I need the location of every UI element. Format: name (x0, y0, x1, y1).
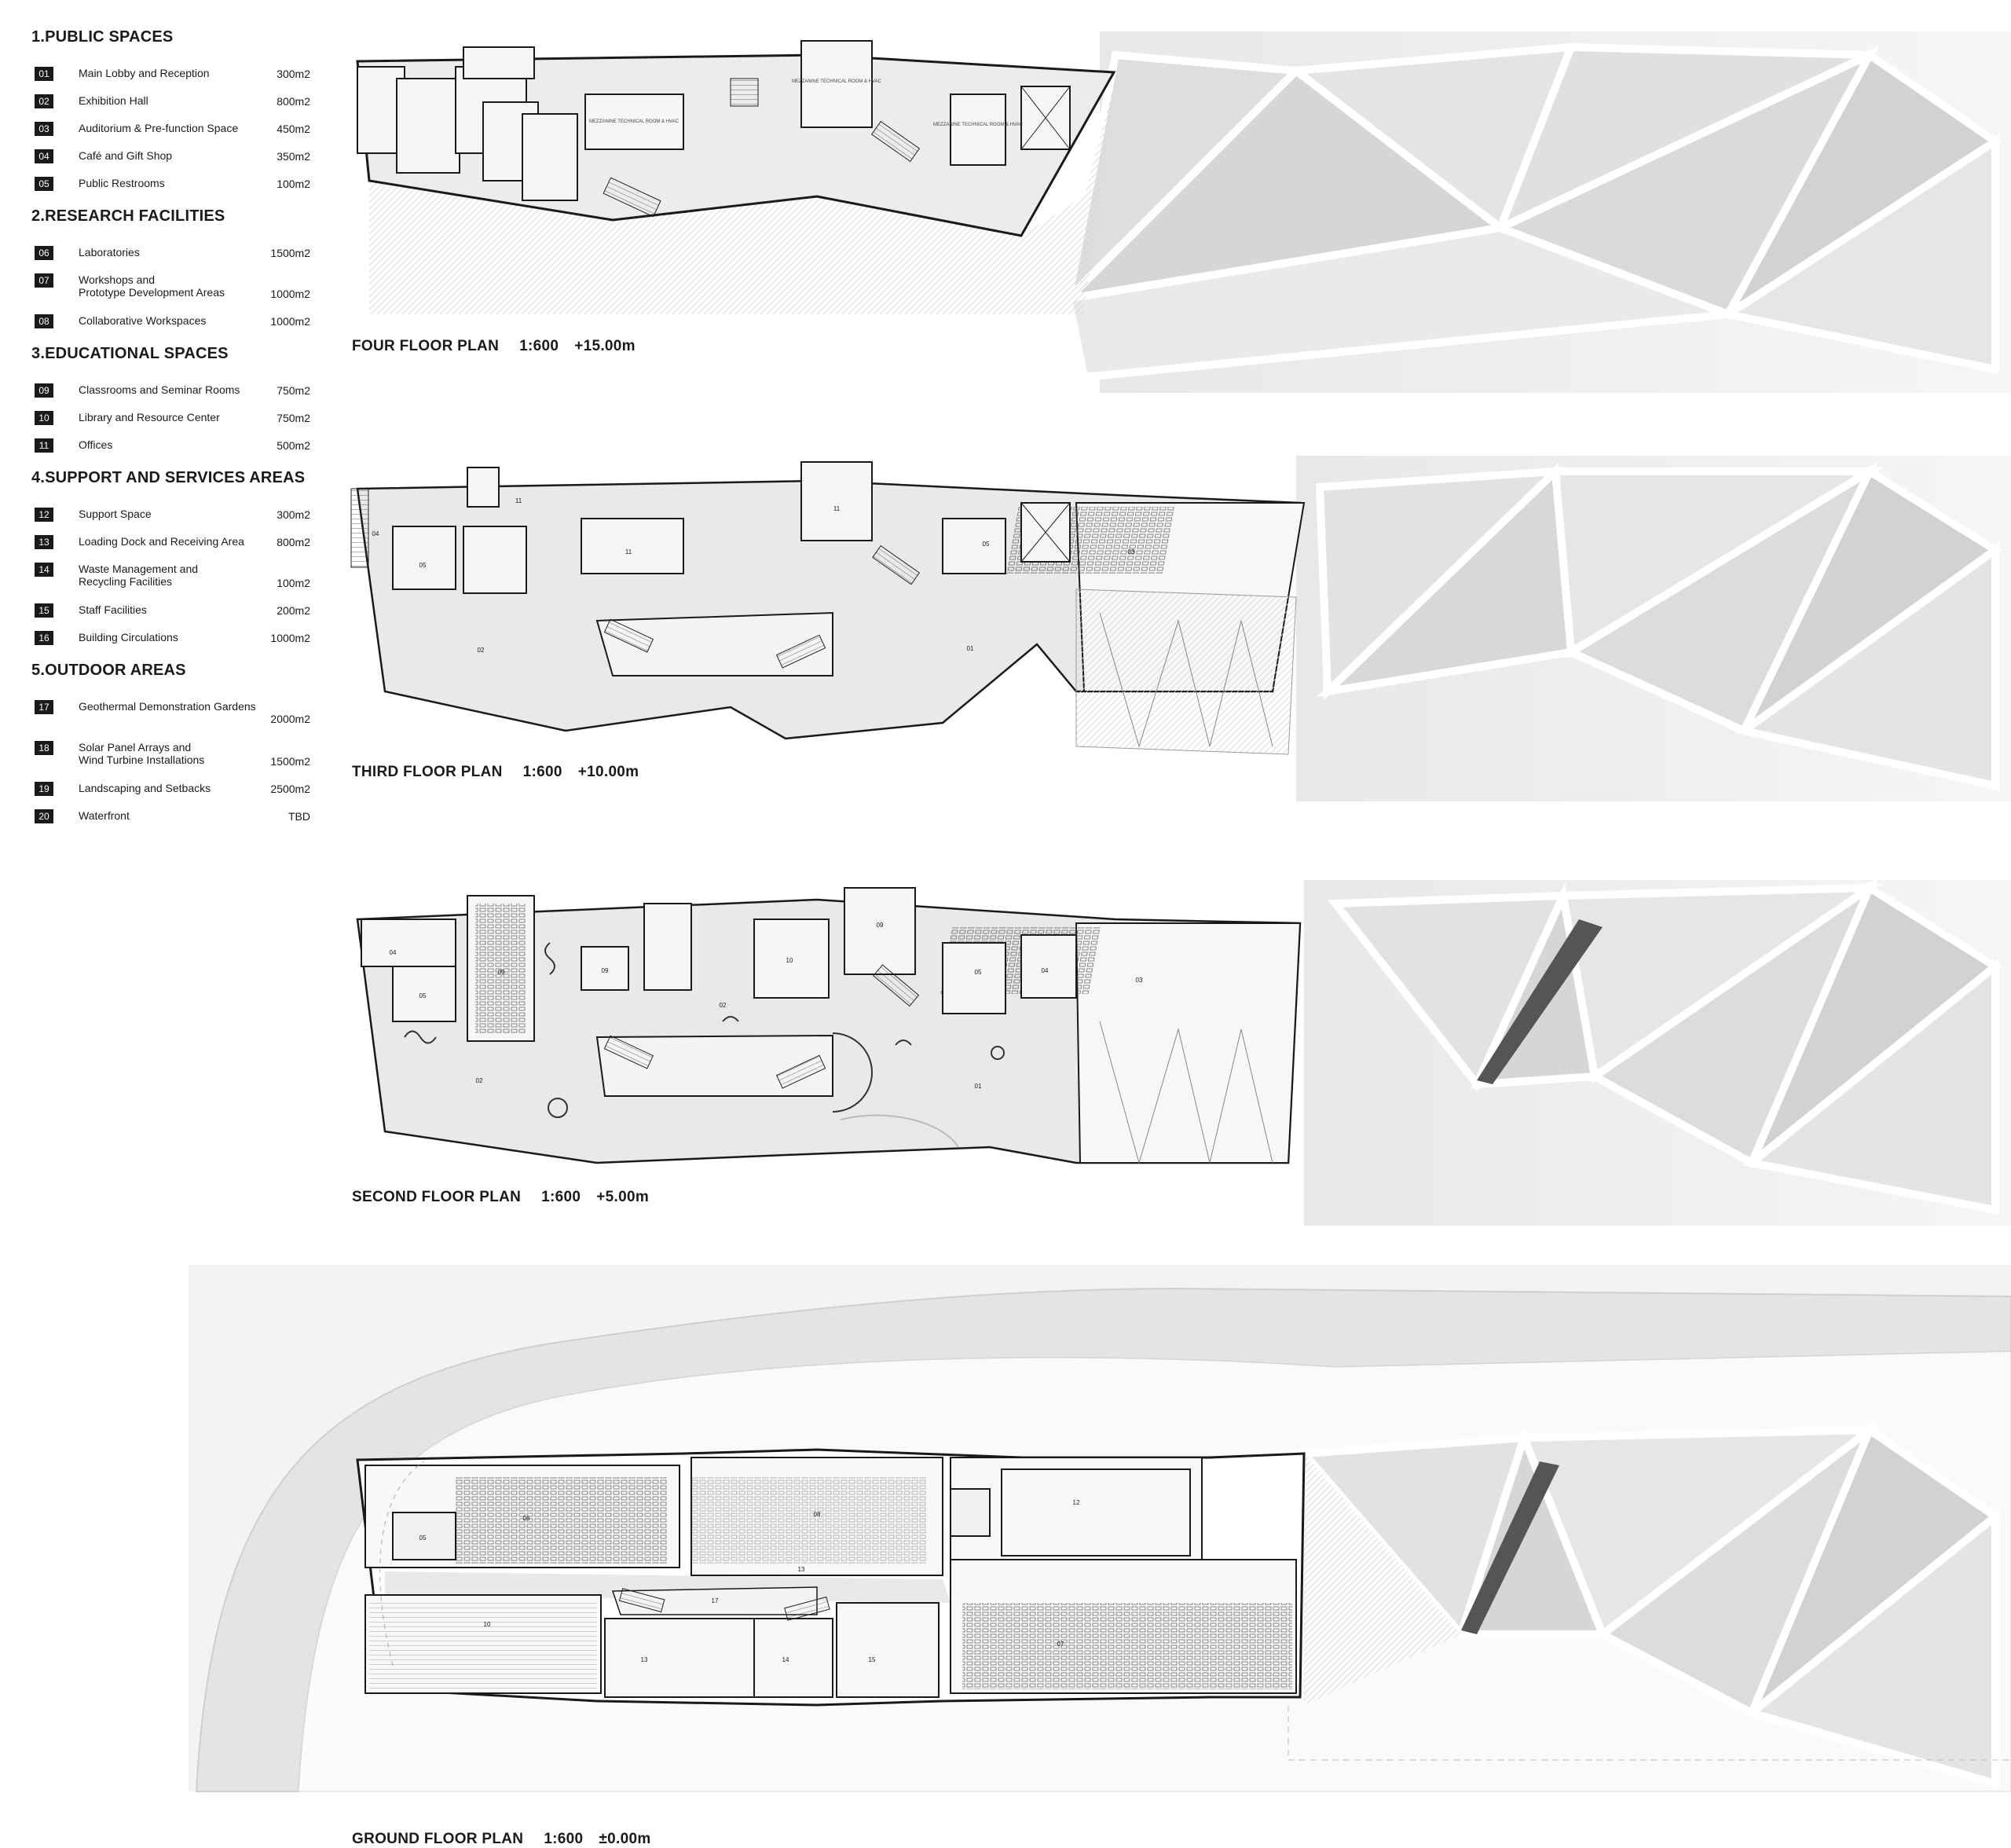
ground-room-tag: 07 (1057, 1641, 1064, 1648)
legend-area: 200m2 (277, 604, 310, 617)
second-room-tag: 01 (974, 1083, 982, 1090)
legend-row (31, 91, 314, 119)
legend-area: 1000m2 (270, 315, 310, 328)
legend-area: 350m2 (277, 150, 310, 163)
third-room-tag: 02 (477, 647, 485, 654)
second-roof-structure (1304, 880, 2011, 1226)
ground-floor-plan (189, 1265, 2011, 1791)
third-floor-title (352, 764, 639, 781)
legend-area: 1500m2 (270, 247, 310, 259)
legend-row (31, 270, 314, 311)
second-floor-title (352, 1189, 649, 1206)
lab-benches (456, 1477, 668, 1564)
third-roof-structure (1296, 456, 2011, 801)
legend-number: 19 (35, 782, 53, 796)
second-room-tag: 03 (1135, 977, 1143, 984)
legend-number: 13 (35, 535, 53, 549)
third-room-tag: 04 (372, 530, 379, 537)
legend-name: Solar Panel Arrays and Wind Turbine Installations (79, 741, 205, 766)
legend-section-research (31, 207, 314, 339)
plan-level: +15.00m (574, 338, 636, 354)
legend-area: 100m2 (277, 178, 310, 190)
legend-name: Staff Facilities (79, 603, 147, 616)
plan-label: THIRD FLOOR PLAN (352, 764, 503, 780)
legend-row (31, 380, 314, 408)
legend-area: 1000m2 (270, 632, 310, 644)
plan-scale: 1:600 (541, 1189, 581, 1205)
legend-number: 14 (35, 563, 53, 577)
legend-number: 04 (35, 149, 53, 163)
third-room-tag: 11 (515, 497, 522, 504)
legend-number: 08 (35, 314, 53, 328)
plan-label: FOUR FLOOR PLAN (352, 338, 500, 354)
fourth-room-tag: MEZZANINE TECHNICAL ROOM & HVAC (589, 119, 679, 124)
plan-scale: 1:600 (522, 764, 562, 780)
fourth-room-tag: MEZZANINE TECHNICAL ROOM & HVAC (933, 123, 1023, 127)
legend-number: 12 (35, 508, 53, 522)
legend-row (31, 806, 314, 834)
legend-area: 750m2 (277, 384, 310, 397)
program-legend (31, 28, 314, 840)
legend-name: Public Restrooms (79, 177, 165, 189)
legend-name: Main Lobby and Reception (79, 67, 210, 79)
fourth-roof-structure (1068, 31, 2011, 393)
legend-area: 750m2 (277, 412, 310, 424)
legend-row (31, 119, 314, 146)
legend-name: Landscaping and Setbacks (79, 782, 211, 794)
second-room-tag: 09 (876, 922, 884, 929)
legend-number: 16 (35, 631, 53, 645)
legend-row (31, 243, 314, 270)
legend-row (31, 697, 314, 738)
ground-room-tag: 05 (419, 1534, 427, 1542)
legend-number: 07 (35, 273, 53, 288)
second-room-tag: 02 (475, 1077, 483, 1084)
legend-area: TBD (288, 810, 310, 823)
ground-room-tag: 15 (868, 1656, 876, 1663)
ground-room-tag: 08 (813, 1511, 821, 1518)
legend-name: Offices (79, 438, 113, 451)
second-room-tag: 04 (389, 949, 397, 956)
legend-row (31, 600, 314, 628)
legend-number: 10 (35, 411, 53, 425)
legend-number: 02 (35, 94, 53, 108)
stair-icon (351, 489, 368, 567)
legend-number: 17 (35, 700, 53, 714)
workshop-desks (962, 1603, 1292, 1689)
fourth-floor-title (352, 338, 636, 355)
second-room-tag: 02 (719, 1002, 727, 1009)
fourth-room-tag: MEZZANINE TECHNICAL ROOM & HVAC (792, 79, 881, 84)
legend-number: 01 (35, 67, 53, 81)
legend-name: Auditorium & Pre-function Space (79, 122, 239, 134)
legend-number: 20 (35, 809, 53, 823)
second-room-tag: 09 (497, 969, 505, 976)
second-room-tag: 04 (1041, 967, 1049, 974)
legend-name: Loading Dock and Receiving Area (79, 535, 244, 548)
legend-area: 800m2 (277, 536, 310, 548)
legend-row (31, 628, 314, 655)
ground-room-tag: 14 (782, 1656, 789, 1663)
legend-number: 03 (35, 122, 53, 136)
legend-number: 05 (35, 177, 53, 191)
legend-section-public (31, 28, 314, 201)
legend-row (31, 504, 314, 532)
legend-area: 2500m2 (270, 783, 310, 795)
ground-room-tag: 17 (711, 1597, 719, 1604)
legend-row (31, 311, 314, 339)
plan-label: GROUND FLOOR PLAN (352, 1831, 524, 1847)
legend-name: Waterfront (79, 809, 130, 822)
legend-number: 15 (35, 603, 53, 618)
legend-name: Classrooms and Seminar Rooms (79, 383, 240, 396)
legend-row (31, 559, 314, 600)
ground-room-tag: 10 (483, 1621, 491, 1628)
third-room-tag: 11 (625, 548, 632, 556)
legend-name: Laboratories (79, 246, 140, 258)
legend-name: Building Circulations (79, 631, 178, 644)
second-room-tag: 05 (419, 992, 427, 999)
ground-room-tag: 12 (1072, 1499, 1080, 1506)
legend-section-outdoor (31, 662, 314, 834)
section-title: 4.SUPPORT AND SERVICES AREAS (31, 469, 306, 486)
legend-area: 2000m2 (270, 713, 310, 725)
legend-name: Support Space (79, 508, 152, 520)
third-room-tag: 05 (419, 562, 427, 569)
third-room-tag: 05 (982, 541, 990, 548)
legend-row (31, 64, 314, 91)
section-title: 3.EDUCATIONAL SPACES (31, 345, 229, 362)
legend-name: Collaborative Workspaces (79, 314, 207, 327)
third-room-tag: 11 (833, 505, 841, 512)
third-room-tag: 03 (1127, 548, 1135, 556)
legend-row (31, 532, 314, 559)
ground-floor-title (352, 1831, 651, 1848)
section-title: 1.PUBLIC SPACES (31, 28, 174, 46)
legend-name: Waste Management and Recycling Facilities (79, 563, 199, 588)
ground-room-tag: 13 (797, 1566, 805, 1573)
ground-room-tag: 06 (522, 1515, 530, 1522)
second-room-tag: 09 (601, 967, 609, 974)
legend-area: 100m2 (277, 577, 310, 589)
legend-area: 300m2 (277, 68, 310, 80)
legend-row (31, 408, 314, 435)
legend-area: 500m2 (277, 439, 310, 452)
legend-area: 1500m2 (270, 755, 310, 768)
second-room-tag: 05 (974, 969, 982, 976)
legend-area: 450m2 (277, 123, 310, 135)
legend-row (31, 779, 314, 806)
plan-scale: 1:600 (544, 1831, 584, 1847)
plan-level: ±0.00m (599, 1831, 651, 1847)
legend-row (31, 435, 314, 463)
second-room-tag: 10 (786, 957, 793, 964)
legend-section-support (31, 469, 314, 655)
legend-number: 11 (35, 438, 53, 453)
plan-label: SECOND FLOOR PLAN (352, 1189, 522, 1205)
legend-row (31, 174, 314, 201)
legend-name: Café and Gift Shop (79, 149, 173, 162)
library-shelves (369, 1603, 597, 1689)
third-floor-plan (351, 456, 2011, 801)
section-title: 5.OUTDOOR AREAS (31, 662, 186, 679)
plan-level: +10.00m (577, 764, 639, 780)
third-room-tag: 01 (966, 645, 974, 652)
legend-area: 800m2 (277, 95, 310, 108)
plan-scale: 1:600 (519, 338, 559, 354)
legend-number: 18 (35, 741, 53, 755)
legend-number: 09 (35, 383, 53, 398)
legend-name: Workshops and Prototype Development Areas (79, 273, 225, 299)
ground-room-tag: 13 (640, 1656, 648, 1663)
legend-section-educational (31, 345, 314, 463)
second-floor-plan (357, 880, 2011, 1226)
stair-icon (731, 79, 758, 106)
legend-area: 300m2 (277, 508, 310, 521)
plan-level: +5.00m (596, 1189, 650, 1205)
legend-name: Library and Resource Center (79, 411, 220, 424)
legend-row (31, 146, 314, 174)
legend-name: Exhibition Hall (79, 94, 148, 107)
legend-name: Geothermal Demonstration Gardens (79, 700, 256, 713)
section-title: 2.RESEARCH FACILITIES (31, 207, 225, 225)
legend-row (31, 738, 314, 779)
legend-area: 1000m2 (270, 288, 310, 300)
legend-number: 06 (35, 246, 53, 260)
